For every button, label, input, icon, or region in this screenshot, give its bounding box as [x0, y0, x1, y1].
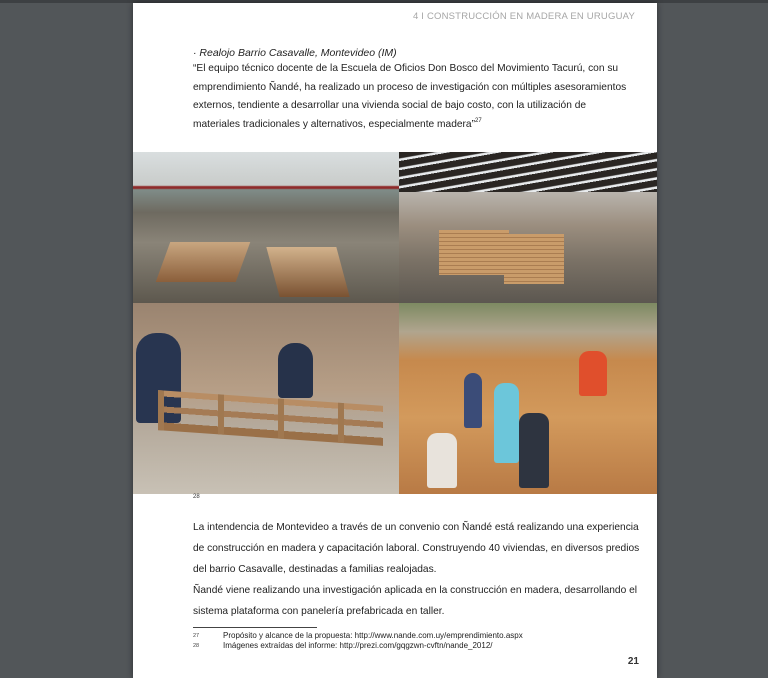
body-paragraph: La intendencia de Montevideo a través de un convenio con Ñandé está realizando una experiencia de construcción en madera y capacitación laboral. Construyendo 40 viviendas, en diversos predios del barrio Casavalle, destinadas a familias realojadas.: [193, 522, 640, 575]
footnote-number: 27: [193, 633, 200, 639]
photo-warehouse-panels: [399, 152, 657, 303]
photo-grid: [133, 152, 657, 494]
photo-footnote-ref: 28: [193, 494, 200, 500]
footnote: [193, 631, 633, 641]
footnote-text: Imágenes extraídas del informe: http://prezi.com/gqgzwn-cvftn/nande_2012/: [223, 641, 493, 650]
photo-frame-assembly: [133, 303, 399, 494]
footnote: [193, 641, 633, 651]
footnote-text: Propósito y alcance de la propuesta: http://www.nande.com.uy/emprendimiento.aspx: [223, 631, 523, 640]
document-page: [133, 3, 657, 678]
footnote-divider: [193, 627, 317, 628]
photo-panel-installation: [399, 303, 657, 494]
footnotes: [193, 631, 633, 651]
page-number: 21: [627, 656, 639, 667]
quote-text: “El equipo técnico docente de la Escuela de Oficios Don Bosco del Movimiento Tacurú, con su emprendimiento Ñandé, ha realizado un proceso de investigación con múltiples asesoramientos externos, tendiente a desarrollar una vivienda social de bajo costo, con la utilización de materiales tradicionales y alternativos, especialmente madera”: [193, 63, 627, 130]
body-paragraph: Ñandé viene realizando una investigación aplicada en la construcción en madera, desarrollando el sistema plataforma con panelería prefabricada en taller.: [193, 585, 638, 617]
quote-paragraph: [193, 60, 633, 134]
photo-workshop: [133, 152, 399, 303]
running-header: 4 I CONSTRUCCIÓN EN MADERA EN URUGUAY: [412, 11, 635, 22]
section-title: · Realojo Barrio Casavalle, Montevideo (IM): [193, 47, 397, 59]
body-text: [193, 517, 643, 622]
footnote-ref: 27: [475, 117, 482, 124]
footnote-number: 28: [193, 643, 200, 649]
